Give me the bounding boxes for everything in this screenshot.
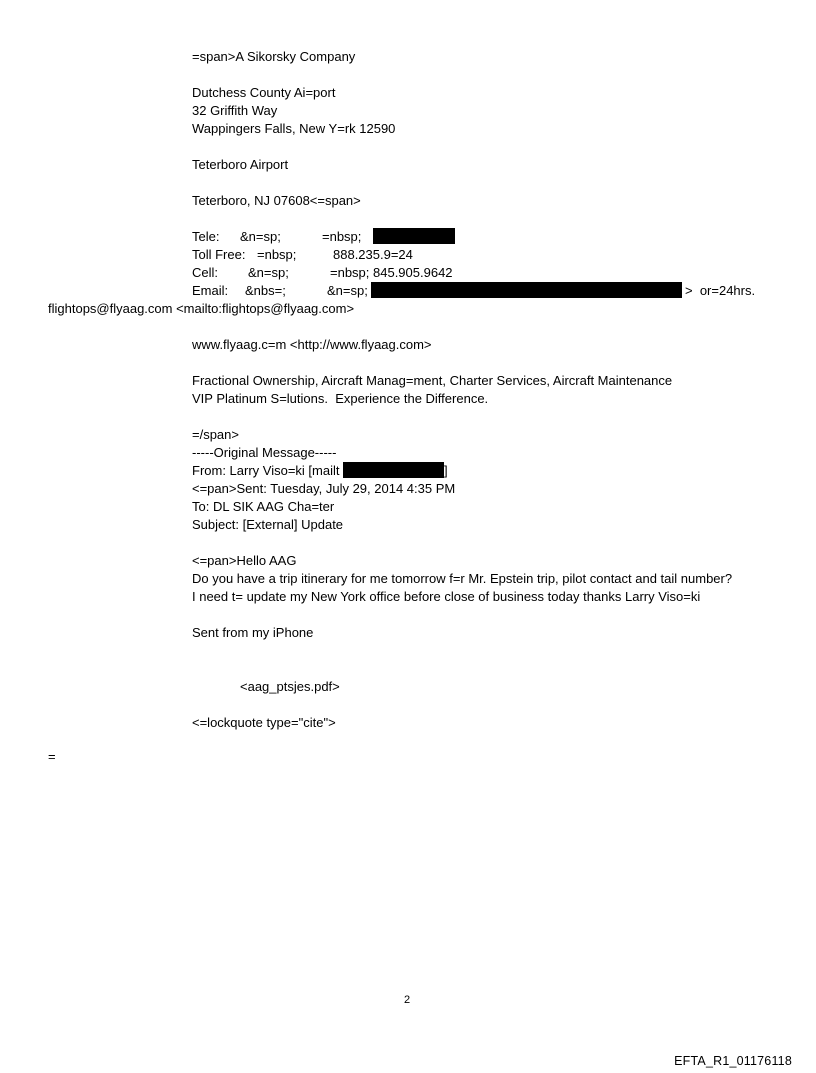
email-sep-1: &nbs=; [245, 283, 286, 298]
tagline-line-2: VIP Platinum S=lutions. Experience the Difference. [192, 391, 489, 406]
tele-sep-2: =nbsp; [322, 229, 362, 244]
website: www.flyaag.c=m <http://www.flyaag.com> [192, 337, 432, 352]
page-number: 2 [404, 994, 411, 1006]
tele-sep-1: &n=sp; [240, 229, 281, 244]
tollfree-label: Toll Free: [192, 247, 246, 262]
document-id: EFTA_R1_01176118 [674, 1054, 792, 1068]
from-suffix: ] [444, 463, 448, 478]
blockquote-line: <=lockquote type="cite"> [192, 715, 336, 730]
redaction-email [371, 282, 682, 298]
redaction-from [343, 462, 444, 478]
subject-line: Subject: [External] Update [192, 517, 344, 532]
attachment: <aag_ptsjes.pdf> [240, 679, 340, 694]
company-line: =span>A Sikorsky Company [192, 49, 356, 64]
trailing-equals: = [48, 749, 56, 764]
address-line-1: Dutchess County Ai=port [192, 85, 336, 100]
redaction-tele [373, 228, 455, 244]
from-line: From: Larry Viso=ki [mailt [192, 463, 340, 478]
tollfree-value: 888.235.9=24 [333, 247, 413, 262]
tele-label: Tele: [192, 229, 220, 244]
tollfree-sep: =nbsp; [257, 247, 297, 262]
email-tail: > or=24hrs. [685, 283, 756, 298]
span-close: =/span> [192, 427, 239, 442]
email-sep-2: &n=sp; [327, 283, 368, 298]
flightops-email: flightops@flyaag.com <mailto:flightops@flyaag.com> [48, 301, 355, 316]
greeting: <=pan>Hello AAG [192, 553, 297, 568]
original-message-header: -----Original Message----- [192, 445, 337, 460]
tagline-line-1: Fractional Ownership, Aircraft Manag=ment, Charter Services, Aircraft Maintenance [192, 373, 673, 388]
sent-line: <=pan>Sent: Tuesday, July 29, 2014 4:35 PM [192, 481, 456, 496]
signature: Sent from my iPhone [192, 625, 314, 640]
email-label: Email: [192, 283, 229, 298]
teterboro-name: Teterboro Airport [192, 157, 289, 172]
body-line-2: I need t= update my New York office before close of business today thanks Larry Viso=ki [192, 589, 701, 604]
body-line-1: Do you have a trip itinerary for me tomorrow f=r Mr. Epstein trip, pilot contact and tail number? [192, 571, 733, 586]
address-line-3: Wappingers Falls, New Y=rk 12590 [192, 121, 396, 136]
address-line-2: 32 Griffith Way [192, 103, 278, 118]
cell-label: Cell: [192, 265, 219, 280]
cell-sep-1: &n=sp; [248, 265, 289, 280]
cell-value: =nbsp; 845.905.9642 [330, 265, 453, 280]
teterboro-city: Teterboro, NJ 07608<=span> [192, 193, 361, 208]
to-line: To: DL SIK AAG Cha=ter [192, 499, 335, 514]
